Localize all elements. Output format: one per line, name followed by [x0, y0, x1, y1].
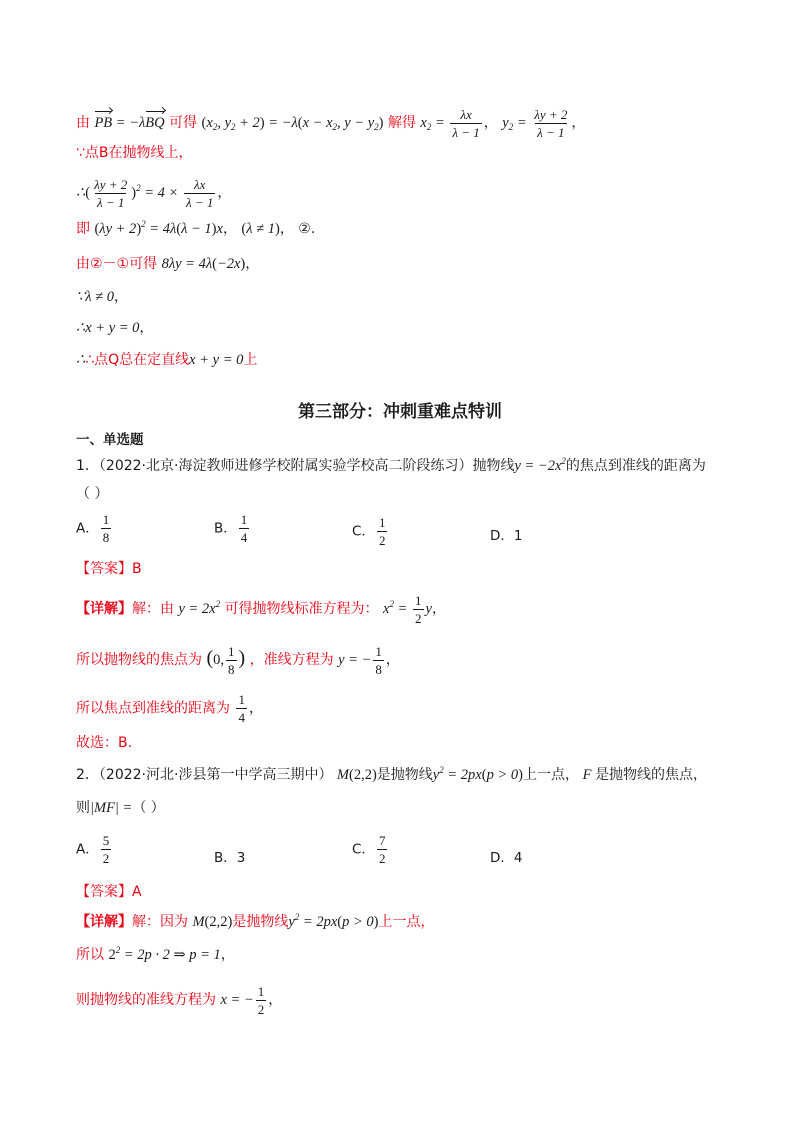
proof-line-1: 由 PB = −λBQ 可得 ($x_2$, $y_2 + 2) = -\lambda(x - x_2$, $y - y_2$) 解得 $x_2$ = $\frac{\lambda x}{\lambda - 1}$ ， $y_2$ = $\frac{\lambda y + 2}{\lambda - 1}$ ， [76, 107, 586, 140]
proof-line-6: ∵λ ≠ 0， [76, 289, 128, 305]
q1-choice: 故选：B. [76, 735, 133, 751]
q1-detail-3: 所以焦点到准线的距离为 $\frac{1}{4}$ ， [76, 692, 263, 725]
q1-stem: 1．（2022·北京·海淀教师进修学校附属实验学校高二阶段练习）抛物线$y = -2x^2$的焦点到准线的距离为 [76, 456, 706, 474]
proof-line-3: ∴( $\frac{\lambda y + 2}{\lambda - 1}$ )$^2$ = 4 × $\frac{\lambda x}{\lambda - 1}$ ， [76, 177, 232, 210]
q1-option-a: A． $\frac{1}{8}$ [76, 512, 110, 545]
q2-option-b: B．3 [214, 850, 246, 866]
q1-paren: （ ） [76, 486, 109, 502]
q2-stem: 2．（2022·河北·涉县第一中学高三期中） M(2,2)是抛物线$y^2 = 2px(p > 0)$上一点， F 是抛物线的焦点， [76, 765, 708, 783]
part-title: 第三部分：冲刺重难点特训 [298, 402, 502, 422]
q1-detail-1: 【详解】解：由 $y = 2x^2$ 可得抛物线标准方程为： $x^2$ = $\frac{1}{2}$ y， [76, 593, 446, 626]
section-title: 一、单选题 [76, 432, 144, 448]
q1-answer: 【答案】B [76, 561, 142, 577]
q2-detail-2: 所以 $2^2 = 2p \cdot 2$ ⇒ p = 1， [76, 945, 235, 963]
math-vector-relation: PB = −λBQ [94, 114, 165, 131]
proof-line-5: 由②－①可得 8λy = 4λ(−2x)， [76, 256, 260, 272]
q2-answer: 【答案】A [76, 884, 142, 900]
q1-detail-2: 所以抛物线的焦点为 (0, $\frac{1}{8}$ ) ，准线方程为 y = − $\frac{1}{8}$ ， [76, 644, 400, 677]
q2-detail-1: 【详解】解：因为 M(2,2)是抛物线$y^2 = 2px(p > 0)$上一点， [76, 912, 435, 930]
proof-line-4: 即 $(\lambda y + 2)^2 = 4\lambda(\lambda - 1)x$， (λ ≠ 1)， ②. [76, 219, 316, 237]
proof-line-7: ∴x + y = 0， [76, 320, 154, 336]
proof-line-2: ∵点B在抛物线上， [76, 145, 193, 161]
math-y2: $y_2$ = $\frac{\lambda y + 2}{\lambda - 1}$ [502, 107, 568, 140]
q2-option-a: A． $\frac{5}{2}$ [76, 833, 110, 866]
math-coordinates: ($x_2$, $y_2 + 2) = -\lambda(x - x_2$, $y - y_2$) [201, 114, 384, 132]
q1-option-d: D．1 [490, 528, 523, 544]
q2-option-d: D．4 [490, 850, 523, 866]
q2-stem-2: 则|MF| =（ ） [76, 800, 165, 816]
q1-option-c: C． $\frac{1}{2}$ [352, 515, 386, 548]
math-x2: $x_2$ = $\frac{\lambda x}{\lambda - 1}$ [420, 107, 480, 140]
q2-option-c: C． $\frac{7}{2}$ [352, 833, 386, 866]
q1-option-b: B． $\frac{1}{4}$ [214, 512, 248, 545]
proof-line-8: ∴∴点Q总在定直线x + y = 0上 [76, 352, 258, 368]
q2-detail-3: 则抛物线的准线方程为 x = − $\frac{1}{2}$ ， [76, 984, 283, 1017]
